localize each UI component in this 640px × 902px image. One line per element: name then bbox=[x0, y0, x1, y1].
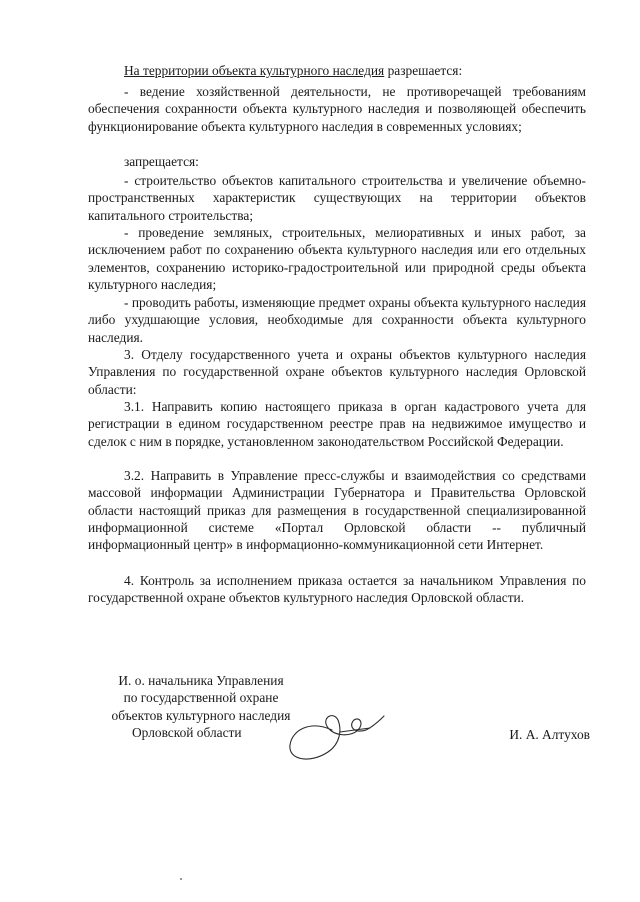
paragraph-item-3-1: 3.1. Направить копию настоящего приказа в орган кадастрового учета для регистрации в едином государственном реестре прав на недвижимое имущество и сделок с ним в порядке, установленном законодательством Российской Федерации. bbox=[88, 399, 586, 449]
paragraph-prohibited-intro: запрещается: bbox=[124, 154, 199, 169]
signatory-position-line1: И. о. начальника Управления bbox=[118, 673, 284, 688]
paragraph-item-3: 3. Отделу государственного учета и охраны объектов культурного наследия Управления по государственной охране объектов культурного наследия Орловской области: bbox=[88, 347, 586, 397]
paragraph-allowed-1: - ведение хозяйственной деятельности, не противоречащей требованиям обеспечения сохранности объекта культурного наследия и позволяющей обеспечить функционирование объекта культурного наследия в современных условиях; bbox=[88, 84, 586, 134]
paragraph-item-3-2: 3.2. Направить в Управление пресс-службы и взаимодействия со средствами массовой информации Администрации Губернатора и Правительства Орловской области настоящий приказ для размещения в государственной специализированной информационной системе «Портал Орловской области -- публичный информационный центр» в информационно-коммуникационной сети Интернет. bbox=[88, 468, 586, 553]
territory-heading-rest: разрешается: bbox=[384, 63, 463, 78]
paragraph-allowed-intro bbox=[88, 62, 586, 79]
paragraph-prohibited-3: - проводить работы, изменяющие предмет охраны объекта культурного наследия либо ухудшающие условия, необходимые для сохранности объекта культурного наследия. bbox=[88, 295, 586, 345]
signatory-name: И. А. Алтухов bbox=[509, 727, 590, 742]
paragraph-prohibited-1: - строительство объектов капитального строительства и увеличение объемно-пространственных характеристик существующих на территории объектов капитального строительства; bbox=[88, 173, 586, 223]
paragraph-item-4: 4. Контроль за исполнением приказа остается за начальником Управления по государственной охране объектов культурного наследия Орловской области. bbox=[88, 573, 586, 606]
handwritten-signature bbox=[280, 690, 390, 770]
signatory-position-line3: объектов культурного наследия bbox=[111, 707, 291, 723]
signatory-position-line4: Орловской области bbox=[132, 724, 242, 740]
signatory-position-line2: по государственной охране bbox=[123, 690, 279, 706]
territory-heading: На территории объекта культурного наследия bbox=[124, 63, 385, 78]
scan-speck bbox=[180, 878, 182, 880]
paragraph-prohibited-2: - проведение земляных, строительных, мелиоративных и иных работ, за исключением работ по сохранению объекта культурного наследия или его отдельных элементов, сохранению историко-градостроительной или природной среды объекта культурного наследия; bbox=[88, 225, 586, 292]
